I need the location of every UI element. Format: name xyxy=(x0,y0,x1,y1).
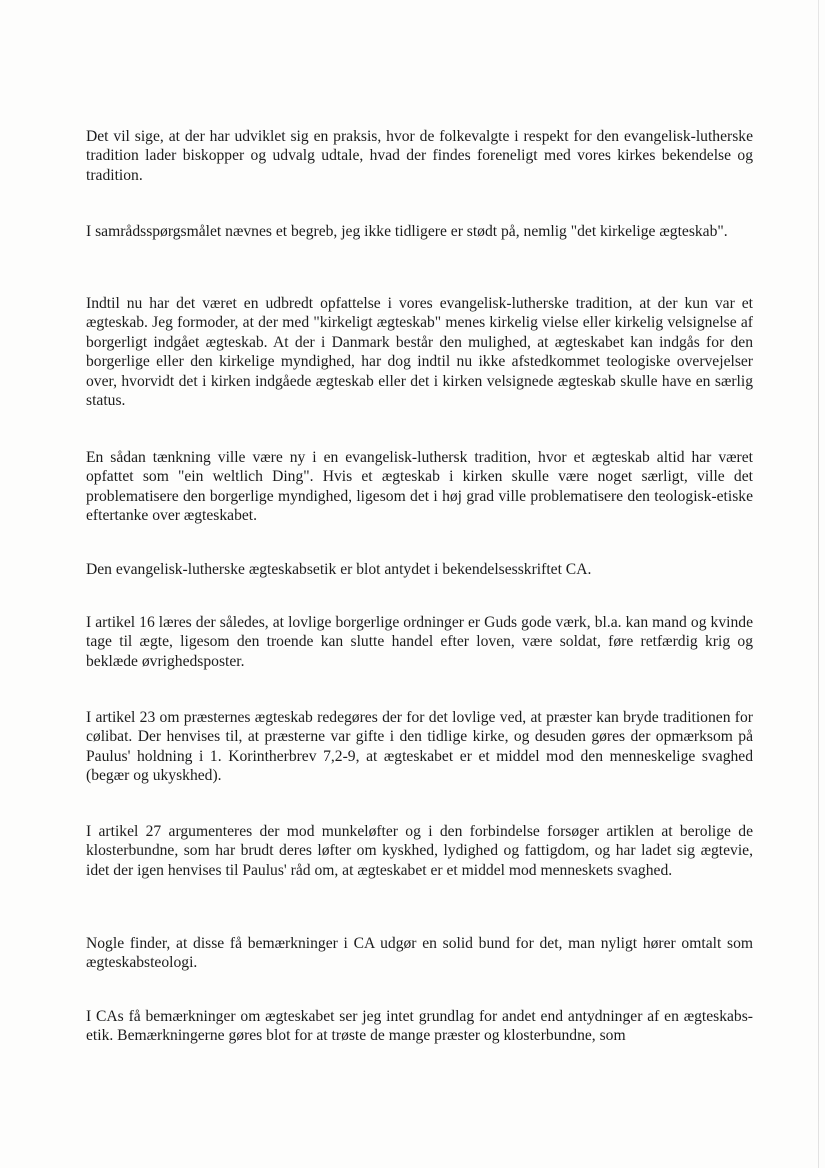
paragraph-artikel-16: I artikel 16 læres der således, at lovlige borgerlige ordninger er Guds gode værk, bl.a. kan mand og kvinde tage til ægte, ligesom den troende kan slutte handel efter loven, være soldat, føre retfærdig krig og beklæde øvrighedsposter. xyxy=(86,614,753,670)
paragraph-udbredt-opfattelse: Indtil nu har det været en udbredt opfattelse i vores evangelisk-lutherske tradition, at der kun var et ægteskab. Jeg formoder, at der med "kirkeligt ægteskab" menes kirkelig vielse eller kirkelig velsignelse af borgerligt indgået ægteskab. At der i Danmark består den mulighed, at ægteskabet kan indgås for den borgerlige eller den kirkelige myndighed, har dog indtil nu ikke afstedkommet teologiske overvejelser over, hvorvidt det i kirken indgåede ægteskab eller det i kirken velsignede ægteskab skulle have en særlig status. xyxy=(86,295,753,410)
paragraph-aegteskabsetik: Den evangelisk-lutherske ægteskabsetik er blot antydet i bekendelsesskriftet CA. xyxy=(86,561,592,578)
scan-edge-line xyxy=(818,0,819,1168)
paragraph-praksis: Det vil sige, at der har udviklet sig en praksis, hvor de folkevalgte i respekt for den evangelisk-lutherske tradition lader biskopper og udvalg udtale, hvad der findes foreneligt med vores kirkes bekendelse og tradition. xyxy=(86,128,753,184)
paragraph-artikel-23: I artikel 23 om præsternes ægteskab redegøres der for det lovlige ved, at præster kan bryde traditionen for cølibat. Der henvises til, at præsterne var gifte i den tidlige kirke, og desuden gøres der opmærksom på Paulus' holdning i 1. Korintherbrev 7,2-9, at ægteskabet er et middel mod den menneskelige svaghed (begær og ukyskhed). xyxy=(86,709,753,785)
paragraph-cas-bemaerkninger: I CAs få bemærkninger om ægteskabet ser jeg intet grundlag for andet end antydninger af en ægteskabs-etik. Bemærkningerne gøres blot for at trøste de mange præster og klosterbundne, som xyxy=(86,1008,753,1045)
paragraph-artikel-27: I artikel 27 argumenteres der mod munkeløfter og i den forbindelse forsøger artiklen at berolige de klosterbundne, som har brudt deres løfter om kyskhed, lydighed og fattigdom, og har ladet sig ægtevie, idet der igen henvises til Paulus' råd om, at ægteskabet er et middel mod menneskets svaghed. xyxy=(86,823,753,879)
paragraph-aegteskabsteologi: Nogle finder, at disse få bemærkninger i CA udgør en solid bund for det, man nyligt hører omtalt som ægteskabsteologi. xyxy=(86,935,753,972)
paragraph-ny-taenkning: En sådan tænkning ville være ny i en evangelisk-luthersk tradition, hvor et ægteskab altid har været opfattet som "ein weltlich Ding". Hvis et ægteskab i kirken skulle være noget særligt, ville det problematisere den borgerlige myndighed, ligesom det i høj grad ville problematisere den teologisk-etiske eftertanke over ægteskabet. xyxy=(86,449,753,525)
paragraph-samraadsspoergsmaal: I samrådsspørgsmålet nævnes et begreb, jeg ikke tidligere er stødt på, nemlig "det kirkelige ægteskab". xyxy=(86,223,728,240)
